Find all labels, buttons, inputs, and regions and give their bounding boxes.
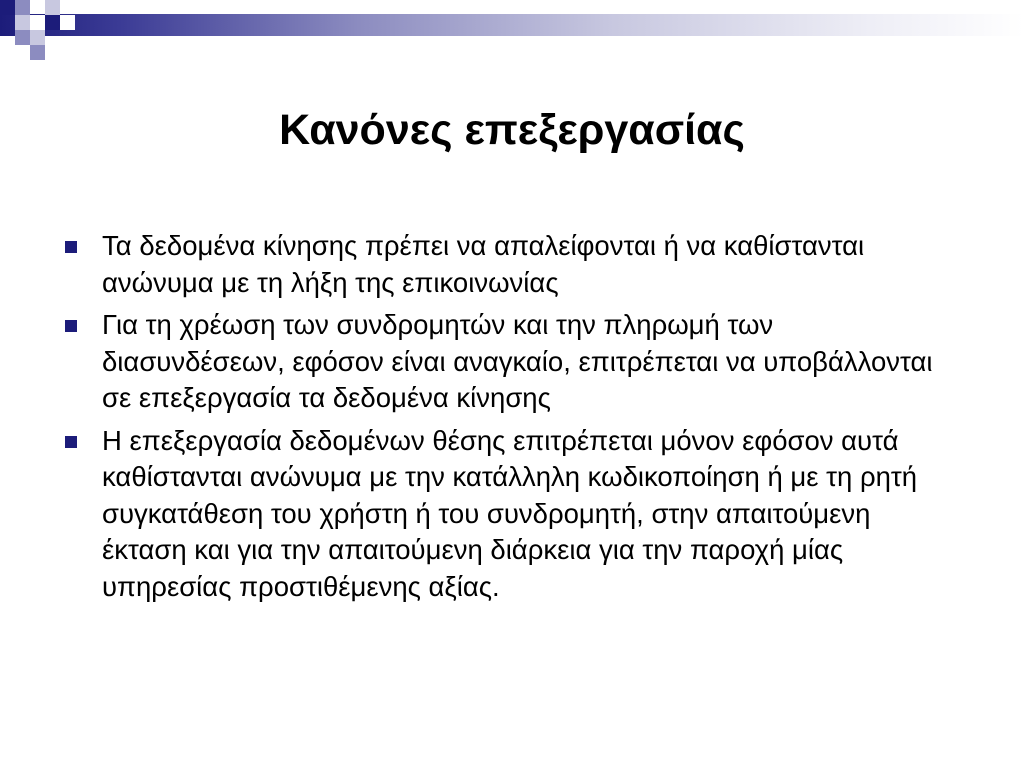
header-square [45,0,60,15]
header-square [30,30,45,45]
header-square [30,45,45,60]
header-square [30,15,45,30]
bullet-item [62,423,962,606]
header-square [15,0,30,15]
header-square [45,15,60,30]
bullet-item [62,228,962,301]
header-square [60,15,75,30]
bullet-text: Για τη χρέωση των συνδρομητών και την πληρωμή των διασυνδέσεων, εφόσον είναι αναγκαίο, επιτρέπεται να υποβάλλονται σε επεξεργασία τα δεδομένα κίνησης [102,309,933,413]
bullet-item [62,307,962,417]
bullet-text: Τα δεδομένα κίνησης πρέπει να απαλείφονται ή να καθίστανται ανώνυμα με τη λήξη της επικοινωνίας [102,230,865,298]
square-bullet-icon [65,241,77,253]
bullet-text: Η επεξεργασία δεδομένων θέσης επιτρέπεται μόνον εφόσον αυτά καθίστανται ανώνυμα με την κατάλληλη κωδικοποίηση ή με τη ρητή συγκατάθεση του χρήστη ή του συνδρομητή, στην απαιτούμενη έκταση και για την απαιτούμενη διάρκεια για την παροχή μίας υπηρεσίας προστιθέμενης αξίας. [102,424,918,602]
header-square [15,30,30,45]
slide-title: Κανόνες επεξεργασίας [279,106,745,154]
square-bullet-icon [65,436,77,448]
header-square [15,15,30,30]
square-bullet-icon [65,320,77,332]
bullet-list [62,228,962,611]
header-gradient-bar [0,14,1024,36]
header-square [0,0,15,15]
